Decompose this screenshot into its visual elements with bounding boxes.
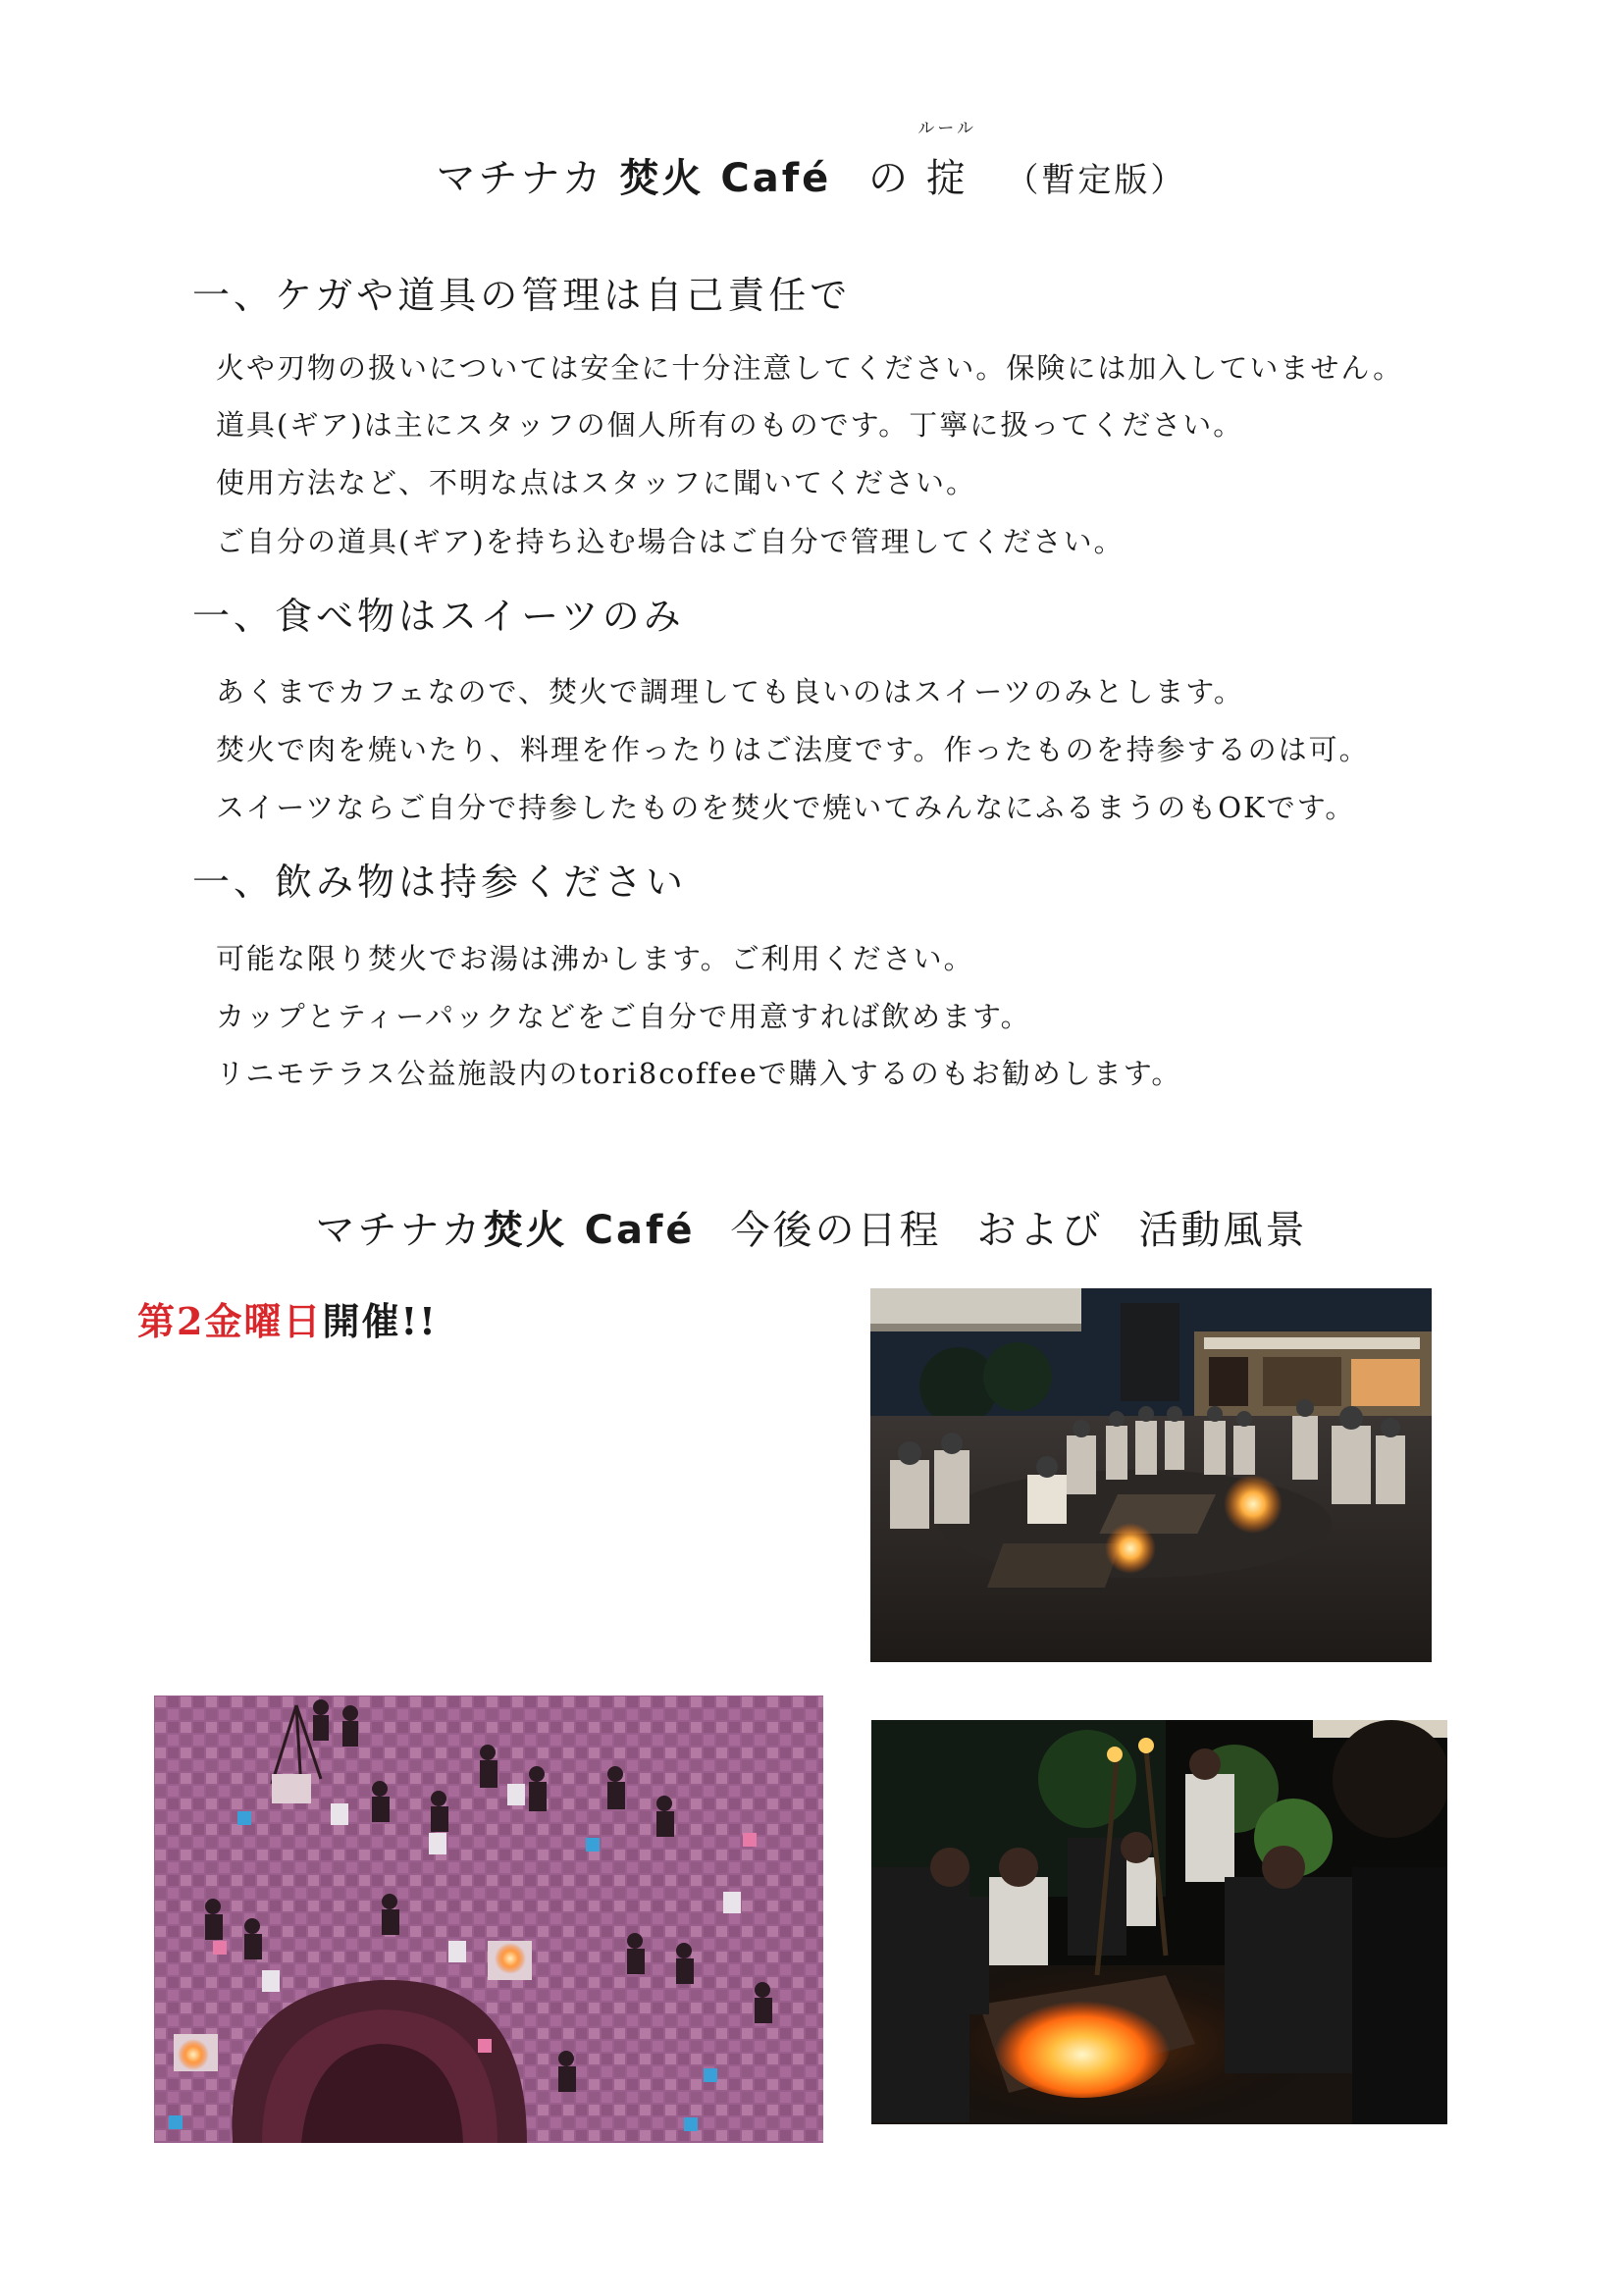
title-rule-kanji: 掟 — [925, 156, 969, 201]
rule-line: あくまでカフェなので、焚火で調理しても良いのはスイーツのみとします。 — [216, 675, 1244, 708]
rule-line: 道具(ギア)は主にスタッフの個人所有のものです。丁寧に扱ってください。 — [216, 408, 1244, 442]
rule-line: リニモテラス公益施設内のtori8coffeeで購入するのもお勧めします。 — [216, 1057, 1182, 1090]
rule-line: ご自分の道具(ギア)を持ち込む場合はご自分で管理してください。 — [216, 525, 1125, 558]
rule-line: 可能な限り焚火でお湯は沸かします。ご利用ください。 — [216, 942, 974, 975]
title-particle: の — [868, 156, 911, 201]
schedule-part1: 今後の日程 — [730, 1208, 942, 1253]
schedule-title — [0, 1199, 1623, 1255]
rule-heading-drinks: 一、飲み物は持参ください — [192, 861, 688, 904]
schedule-part3: 活動風景 — [1138, 1208, 1308, 1253]
schedule-brand: 焚火 Café — [483, 1208, 696, 1253]
rule-line: 使用方法など、不明な点はスタッフに聞いてください。 — [216, 466, 977, 499]
event-day-highlight: 第2金曜日 — [137, 1299, 323, 1343]
title-rule-word — [917, 119, 977, 203]
closeup-bonfire-photo — [871, 1720, 1447, 2124]
title-brand: 焚火 Café — [619, 156, 832, 201]
title-suffix: （暫定版） — [1005, 161, 1187, 200]
title-rule-ruby: ルール — [917, 119, 977, 138]
rule-heading-food: 一、食べ物はスイーツのみ — [192, 595, 685, 638]
schedule-prefix: マチナカ — [315, 1208, 484, 1253]
event-day-rest: 開催!! — [322, 1299, 438, 1343]
title-prefix: マチナカ — [436, 156, 604, 201]
rule-line: 火や刃物の扱いについては安全に十分注意してください。保険には加入していません。 — [216, 351, 1404, 385]
page-title — [0, 119, 1623, 203]
rule-line: カップとティーパックなどをご自分で用意すれば飲めます。 — [216, 1000, 1031, 1033]
rule-line: スイーツならご自分で持参したものを焚火で焼いてみんなにふるまうのもOKです。 — [216, 791, 1356, 824]
rule-line: 焚火で肉を焼いたり、料理を作ったりはご法度です。作ったものを持参するのは可。 — [216, 733, 1370, 766]
event-day-notice — [137, 1291, 438, 1345]
aerial-plaza-photo — [154, 1696, 823, 2143]
night-bonfire-gathering-photo — [870, 1288, 1432, 1662]
schedule-part2: および — [976, 1208, 1104, 1253]
rule-heading-safety: 一、ケガや道具の管理は自己責任で — [192, 274, 852, 317]
